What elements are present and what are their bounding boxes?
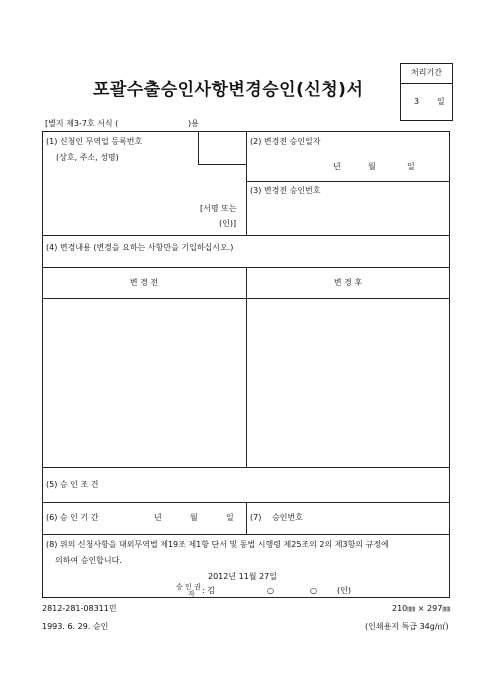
statement-line1: (8) 위의 신청사항을 대외무역법 제19조 제1항 단서 및 동법 시행령 제25조의 2의 제3항의 규정에 <box>46 540 389 549</box>
approver-seal: (인) <box>337 586 351 595</box>
footer-paper: (인쇄용지 특급 34g/㎡) <box>365 622 449 631</box>
approver-circle-1: ○ <box>267 586 274 595</box>
page-title: 포괄수출승인사항변경승인(신청)서 <box>93 80 364 100</box>
applicant-label: (1) 신청인 무역업 등록번호 <box>46 137 143 146</box>
applicant-sub: (상호, 주소, 성명) <box>56 153 119 162</box>
statement-line2: 의하여 승인합니다. <box>55 556 122 565</box>
approval-date-day: 일 <box>407 162 415 171</box>
period-label: (6) 승 인 기 간 <box>46 513 99 522</box>
form-number-prefix: [별지 제3-7호 서식 ( <box>45 119 119 128</box>
statement-date: 2012년 11월 27일 <box>208 572 277 581</box>
approval-date-month: 월 <box>368 162 376 171</box>
footer-code: 2812-281-08311민 <box>42 604 117 613</box>
seal-label: (인)] <box>219 219 237 228</box>
change-content-label: (4) 변경내용 (변경을 요하는 사항만을 기입하십시오.) <box>46 243 234 252</box>
before-header: 변 경 전 <box>129 278 159 287</box>
signature-label: [서명 또는 <box>200 204 237 213</box>
approval-no-text: 승인번호 <box>272 513 303 522</box>
approval-date-label: (2) 변경전 승인일자 <box>250 137 321 146</box>
approver-colon: : 김 <box>202 586 215 595</box>
after-header: 변 경 후 <box>333 278 363 287</box>
approver-label-bottom: 자 <box>188 590 195 598</box>
processing-period-label: 처리기간 <box>411 68 442 77</box>
period-month: 월 <box>190 513 198 522</box>
processing-period-unit: 일 <box>437 97 445 106</box>
approval-no-label: (7) <box>250 513 262 522</box>
conditions-label: (5) 승 인 조 건 <box>46 480 99 489</box>
approval-date-year: 년 <box>333 162 341 171</box>
approver-circle-2: ○ <box>310 586 317 595</box>
footer-size: 210㎜ × 297㎜ <box>392 604 451 613</box>
period-day: 일 <box>226 513 234 522</box>
approver-label-top: 승 인 권 <box>176 583 201 591</box>
form-number-suffix: )용 <box>188 119 199 128</box>
footer-approved: 1993. 6. 29. 승인 <box>42 622 109 631</box>
period-year: 년 <box>154 513 162 522</box>
approval-number-label: (3) 변경전 승인번호 <box>250 186 321 195</box>
processing-period-value: 3 <box>414 97 420 106</box>
